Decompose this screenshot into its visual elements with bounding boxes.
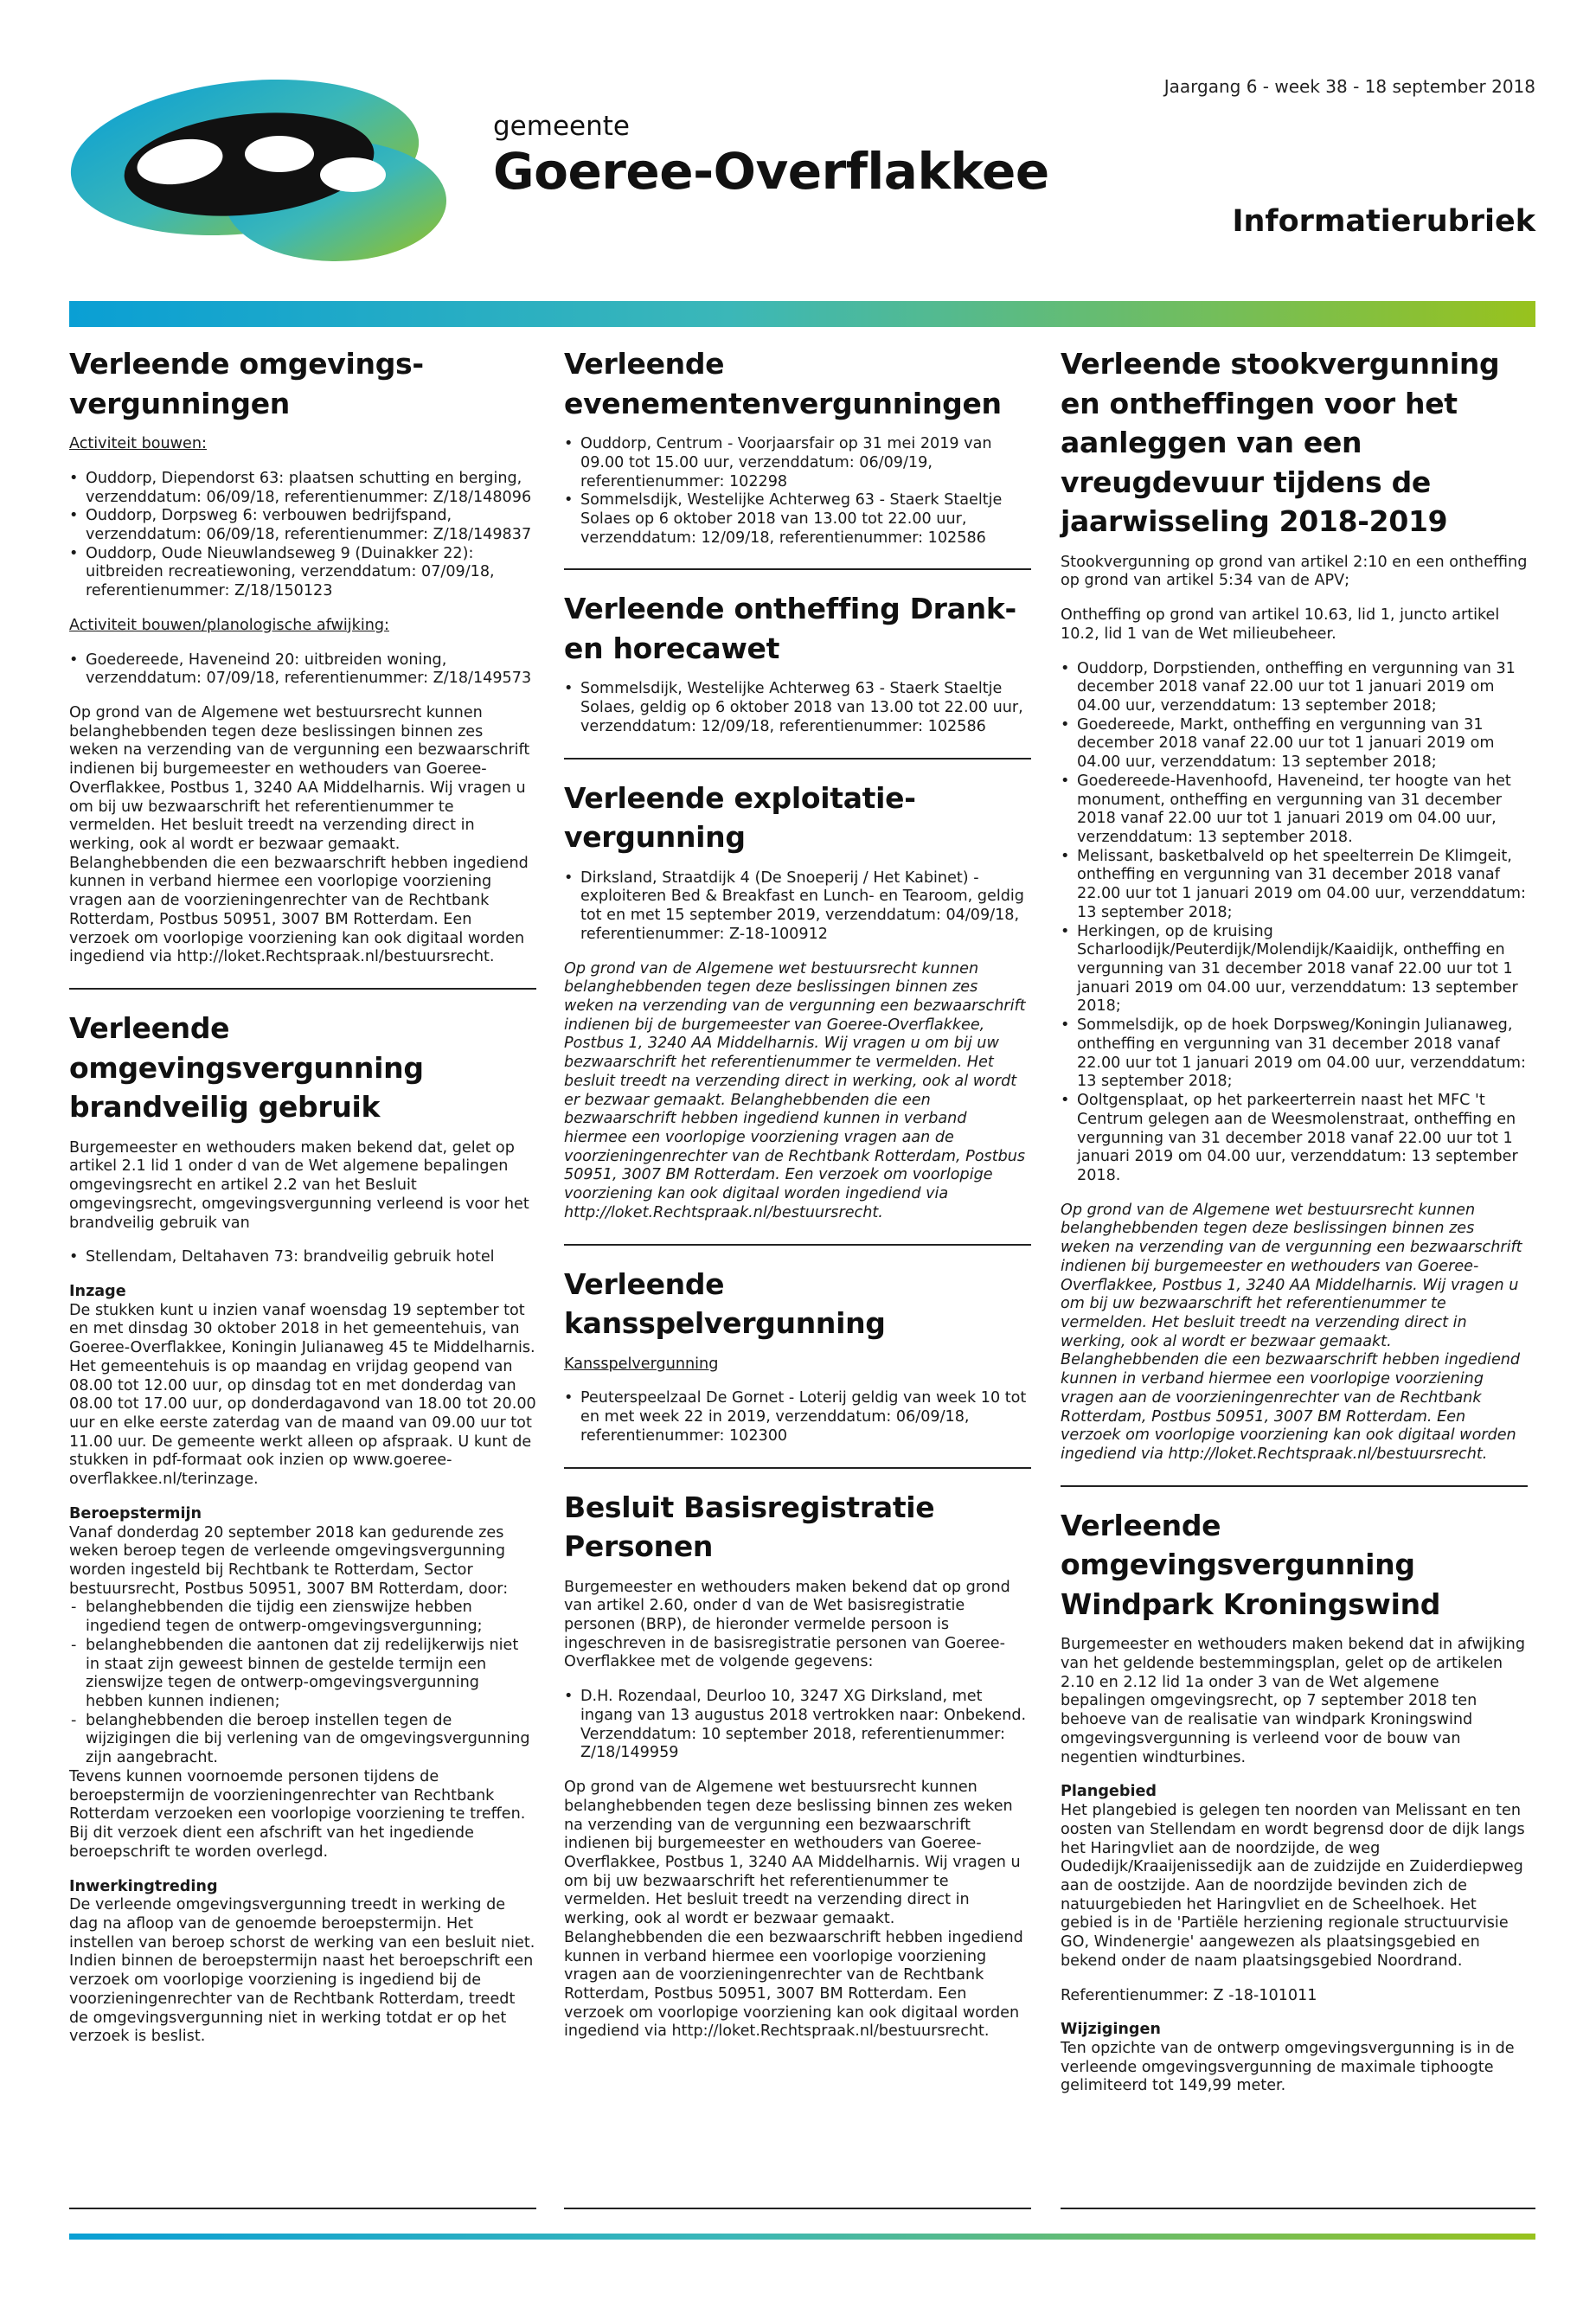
inzage-label: Inzage: [69, 1282, 126, 1300]
permit-list: [1061, 660, 1528, 1186]
section-subheading: Activiteit bouwen:: [69, 435, 207, 453]
article-paragraph: Stookvergunning op grond van artikel 2:10 en een ontheffing op grond van artikel 5:34 van de APV;: [1061, 553, 1528, 590]
article-title: Verleende evenementenvergunningen: [564, 347, 1002, 420]
list-item: • Ouddorp, Diependorst 63: plaatsen schutting en berging, verzenddatum: 06/09/18, referentienummer: Z/18/148096: [69, 470, 536, 507]
list-item: - belanghebbenden die tijdig een zienswijze hebben ingediend tegen de ontwerp-omgevingsvergunning;: [69, 1599, 536, 1636]
article-title: Verleende ontheffing Drank- en horecawet: [564, 592, 1016, 665]
section-subheading: Kansspelvergunning: [564, 1355, 719, 1373]
list-item: • Melissant, basketbalveld op het speelterrein De Klimgeit, ontheffing en vergunning van 31 december 2018 vanaf 22.00 uur tot 1 januari 2019 om 04.00 uur, verzenddatum: 13 september 2018;: [1061, 848, 1528, 923]
column-1-end-rule: [69, 2208, 536, 2209]
legal-notice: Op grond van de Algemene wet bestuursrecht kunnen belanghebbenden tegen deze beslissingen binnen zes weken na verzending van de vergunning een bezwaarschrift indienen bij burgemeester en wethouders van Goeree-Overflakkee, Postbus 1, 3240 AA Middelharnis. Wij vragen u om bij uw bezwaarschrift het referentienummer te vermelden. Het besluit treedt na verzending direct in werking, ook al wordt er bezwaar gemaakt. Belanghebbenden die een bezwaarschrift hebben ingediend kunnen in verband hiermee een voorlopige voorziening vragen aan de voorzieningenrechter van de Rechtbank Rotterdam, Postbus 50951, 3007 BM Rotterdam. Een verzoek om voorlopige voorziening kan ook digitaal worden ingediend via http://loket.Rechtspraak.nl/bestuursrecht.: [1061, 1201, 1522, 1463]
article-kansspelvergunning: [564, 1244, 1031, 1446]
section-subheading: Activiteit bouwen/planologische afwijking:: [69, 616, 389, 634]
edition-line: Jaargang 6 - week 38 - 18 september 2018: [1163, 76, 1535, 97]
list-item: • Sommelsdijk, Westelijke Achterweg 63 - Staerk Staeltje Solaes, geldig op 6 oktober 2018 van 13.00 tot 22.00 uur, verzenddatum: 12/09/18, referentienummer: 102586: [564, 680, 1031, 736]
list-item: • Stellendam, Deltahaven 73: brandveilig gebruik hotel: [69, 1248, 536, 1267]
article-title: Verleende stookvergunning en ontheffingen voor het aanleggen van een vreugdevuur tijdens de jaarwisseling 2018-2019: [1061, 347, 1500, 539]
article-evenementenvergunningen: [564, 344, 1031, 548]
list-item: • Goedereede-Havenhoofd, Haveneind, ter hoogte van het monument, ontheffing en vergunning van 31 december 2018 vanaf 22.00 uur tot 1 januari 2019 om 04.00 uur, verzenddatum: 13 september 2018.: [1061, 772, 1528, 848]
list-item: - belanghebbenden die aantonen dat zij redelijkerwijs niet in staat zijn geweest binnen de gestelde termijn een zienswijze tegen de ontwerp-omgevingsvergunning hebben kunnen indienen;: [69, 1637, 536, 1712]
article-drank-horecawet: [564, 568, 1031, 736]
list-item: - belanghebbenden die beroep instellen tegen de wijzigingen die bij verlening van de omgevingsvergunning zijn aangebracht.: [69, 1712, 536, 1768]
article-basisregistratie: [564, 1467, 1031, 2042]
permit-list: [564, 1389, 1031, 1445]
list-item: • Ouddorp, Dorpsweg 6: verbouwen bedrijfspand, verzenddatum: 06/09/18, referentienummer: Z/18/149837: [69, 507, 536, 544]
list-item: • D.H. Rozendaal, Deurloo 10, 3247 XG Dirksland, met ingang van 13 augustus 2018 vertrokken naar: Onbekend. Verzenddatum: 10 september 2018, referentienummer: Z/18/149959: [564, 1688, 1031, 1763]
column-2-end-rule: [564, 2208, 1031, 2209]
article-intro: Burgemeester en wethouders maken bekend dat, gelet op artikel 2.1 lid 1 onder d van de Wet algemene bepalingen omgevingsrecht en artikel 2.2 van het Besluit omgevingsrecht, omgevingsvergunning verleend is voor het brandveilig gebruik van: [69, 1138, 529, 1232]
wijzigingen-label: Wijzigingen: [1061, 2021, 1161, 2039]
permit-list: [564, 435, 1031, 548]
article-title: Verleende omgevingsvergunning brandveilig gebruik: [69, 1011, 424, 1125]
person-list: [564, 1688, 1031, 1763]
list-item: • Goedereede, Haveneind 20: uitbreiden woning, verzenddatum: 07/09/18, referentienummer: Z/18/149573: [69, 651, 536, 689]
list-item: • Ouddorp, Dorpstienden, ontheffing en vergunning van 31 december 2018 vanaf 22.00 uur tot 1 januari 2019 om 04.00 uur, verzenddatum: 13 september 2018;: [1061, 660, 1528, 716]
article-intro: Burgemeester en wethouders maken bekend dat op grond van artikel 2.60, onder d van de Wet basisregistratie personen (BRP), de hieronder vermelde persoon is ingeschreven in de basisregistratie personen van Goeree-Overflakkee met de volgende gegevens:: [564, 1578, 1010, 1671]
article-omgevingsvergunningen: [69, 344, 536, 967]
brand-prefix: gemeente: [493, 111, 630, 142]
article-brandveilig-gebruik: [69, 988, 536, 2047]
list-item: • Ouddorp, Oude Nieuwlandseweg 9 (Duinakker 22): uitbreiden recreatiewoning, verzenddatum: 07/09/18, referentienummer: Z/18/150123: [69, 545, 536, 601]
beroep-text: Vanaf donderdag 20 september 2018 kan gedurende zes weken beroep tegen de verleende omgevingsvergunning worden ingesteld bij Rechtbank te Rotterdam, Sector bestuursrecht, Postbus 50951, 3007 BM Rotterdam, door:: [69, 1523, 509, 1598]
footer-gradient-bar: [69, 2234, 1535, 2240]
column-2: [564, 344, 1031, 2057]
list-item: • Sommelsdijk, op de hoek Dorpsweg/Koningin Julianaweg, ontheffing en vergunning van 31 december 2018 vanaf 22.00 uur tot 1 januari 2019 om 04.00 uur, verzenddatum: 13 september 2018;: [1061, 1016, 1528, 1092]
column-3-end-rule: [1061, 2208, 1535, 2209]
article-exploitatievergunning: [564, 758, 1031, 1223]
list-item: • Peuterspeelzaal De Gornet - Loterij geldig van week 10 tot en met week 22 in 2019, verzenddatum: 06/09/18, referentienummer: 102300: [564, 1389, 1031, 1445]
article-paragraph: Ontheffing op grond van artikel 10.63, lid 1, juncto artikel 10.2, lid 1 van de Wet milieubeheer.: [1061, 606, 1500, 643]
goeree-overflakkee-logo-icon: [67, 71, 452, 263]
inzage-text: De stukken kunt u inzien vanaf woensdag 19 september tot en met dinsdag 30 oktober 2018 in het gemeentehuis, van Goeree-Overflakkee, Koningin Julianaweg 45 te Middelharnis. Het gemeentehuis is op maandag en vrijdag geopend van 08.00 tot 12.00 uur, op dinsdag tot en met donderdag van 08.00 tot 17.00 uur, op donderdagavond van 18.00 tot 20.00 uur en elke eerste zaterdag van de maand van 09.00 uur tot 11.00 uur. De gemeente werkt alleen op afspraak. U kunt de stukken in pdf-formaat ook inzien op www.goeree-overflakkee.nl/terinzage.: [69, 1301, 536, 1489]
permit-list: [564, 680, 1031, 736]
permit-list: [69, 470, 536, 601]
list-item: • Herkingen, op de kruising Scharloodijk/Peuterdijk/Molendijk/Kaaidijk, ontheffing en vergunning van 31 december 2018 vanaf 22.00 uur tot 1 januari 2019 om 04.00 uur, verzenddatum: 13 september 2018;: [1061, 923, 1528, 1017]
beroep-label: Beroepstermijn: [69, 1504, 202, 1522]
article-title: Verleende omgevingsvergunning Windpark Kroningswind: [1061, 1508, 1441, 1621]
plangebied-text: Het plangebied is gelegen ten noorden van Melissant en ten oosten van Stellendam en wordt begrensd door de dijk langs het Haringvliet aan de noordzijde, de weg Oudedijk/Kraaijenissedijk aan de zuidzijde en Zuiderdiepweg aan de oostzijde. Aan de noordzijde bevinden zich de natuurgebieden het Haringvliet en de Scheelhoek. Het gebied is in de 'Partiële herziening regionale structuurvisie GO, Windenergie' aangewezen als plaatsingsgebied en bekend onder de naam plaatsingsgebied Noordrand.: [1061, 1802, 1525, 1970]
article-windpark-kroningswind: [1061, 1485, 1528, 2096]
rubric-title: Informatierubriek: [1232, 204, 1535, 239]
article-title: Verleende omgevings-vergunningen: [69, 347, 424, 420]
permit-list: [564, 869, 1031, 945]
legal-notice: Op grond van de Algemene wet bestuursrecht kunnen belanghebbenden tegen deze beslissing binnen zes weken na verzending van de vergunning een bezwaarschrift indienen bij burgemeester en wethouders van Goeree-Overflakkee, Postbus 1, 3240 AA Middelharnis. Wij vragen u om bij uw bezwaarschrift het referentienummer te vermelden. Het besluit treedt na verzending direct in werking, ook al wordt er bezwaar gemaakt. Belanghebbenden die een bezwaarschrift hebben ingediend kunnen in verband hiermee een voorlopige voorziening vragen aan de voorzieningenrechter van de Rechtbank Rotterdam, Postbus 50951, 3007 BM Rotterdam. Een verzoek om voorlopige voorziening kan ook digitaal worden ingediend via http://loket.Rechtspraak.nl/bestuursrecht.: [564, 1779, 1023, 2041]
header-gradient-bar: [69, 301, 1535, 327]
permit-list: [69, 651, 536, 689]
permit-list: [69, 1248, 536, 1267]
beroep-list: [69, 1599, 536, 1767]
wijzigingen-text: Ten opzichte van de ontwerp omgevingsvergunning is in de verleende omgevingsvergunning de maximale tiphoogte gelimiteerd tot 149,99 meter.: [1061, 2039, 1515, 2095]
article-title: Verleende kansspelvergunning: [564, 1266, 886, 1341]
beroep-after: Tevens kunnen voornoemde personen tijdens de beroepstermijn de voorzieningenrechter van Rechtbank Rotterdam verzoeken een voorlopige voorziening te treffen. Bij dit verzoek dient een afschrift van het ingediende beroepschrift te worden overlegd.: [69, 1767, 526, 1861]
inwerking-label: Inwerkingtreding: [69, 1877, 218, 1895]
reference-number: Referentienummer: Z -18-101011: [1061, 1986, 1317, 2004]
article-title: Verleende exploitatie-vergunning: [564, 780, 916, 855]
list-item: • Sommelsdijk, Westelijke Achterweg 63 - Staerk Staeltje Solaes op 6 oktober 2018 van 13.00 tot 22.00 uur, verzenddatum: 12/09/18, referentienummer: 102586: [564, 491, 1031, 548]
list-item: • Dirksland, Straatdijk 4 (De Snoeperij / Het Kabinet) - exploiteren Bed & Breakfast en Lunch- en Tearoom, geldig tot en met 15 september 2019, verzenddatum: 04/09/18, referentienummer: Z-18-100912: [564, 869, 1031, 945]
article-intro: Burgemeester en wethouders maken bekend dat in afwijking van het geldende bestemmingsplan, gelet op de artikelen 2.10 en 2.12 lid 1a onder 3 van de Wet algemene bepalingen omgevingsrecht, op 7 september 2018 ten behoeve van de realisatie van windpark Kroningswind omgevingsvergunning is verleend voor de bouw van negentien windturbines.: [1061, 1636, 1526, 1766]
article-title: Besluit Basisregistratie Personen: [564, 1490, 935, 1564]
article-stookvergunning: [1061, 344, 1528, 1465]
list-item: • Ooltgensplaat, op het parkeerterrein naast het MFC 't Centrum gelegen aan de Weesmolenstraat, ontheffing en vergunning van 31 december 2018 vanaf 22.00 uur tot 1 januari 2019 om 04.00 uur, verzenddatum: 13 september 2018.: [1061, 1092, 1528, 1186]
brand-name: Goeree-Overflakkee: [493, 142, 1049, 201]
inwerking-text: De verleende omgevingsvergunning treedt in werking de dag na afloop van de genoemde beroepstermijn. Het instellen van beroep schorst de werking van een besluit niet. Indien binnen de beroepstermijn naast het beroepschrift een verzoek om voorlopige voorziening is ingediend bij de voorzieningenrechter van de Rechtbank Rotterdam, treedt de omgevingsvergunning niet in werking totdat er op het verzoek is beslist.: [69, 1896, 535, 2046]
legal-notice: Op grond van de Algemene wet bestuursrecht kunnen belanghebbenden tegen deze beslissingen binnen zes weken na verzending van de vergunning een bezwaarschrift indienen bij burgemeester en wethouders van Goeree-Overflakkee, Postbus 1, 3240 AA Middelharnis. Wij vragen u om bij uw bezwaarschrift het referentienummer te vermelden. Het besluit treedt na verzending direct in werking, ook al wordt er bezwaar gemaakt. Belanghebbenden die een bezwaarschrift hebben ingediend kunnen in verband hiermee een voorlopige voorziening vragen aan de voorzieningenrechter van de Rechtbank Rotterdam, Postbus 50951, 3007 BM Rotterdam. Een verzoek om voorlopige voorziening kan ook digitaal worden ingediend via http://loket.Rechtspraak.nl/bestuursrecht.: [69, 703, 530, 966]
legal-notice: Op grond van de Algemene wet bestuursrecht kunnen belanghebbenden tegen deze beslissingen binnen zes weken na verzending van de vergunning een bezwaarschrift indienen bij de burgemeester van Goeree-Overflakkee, Postbus 1, 3240 AA Middelharnis. Wij vragen u om bij uw bezwaarschrift het referentienummer te vermelden. Het besluit treedt na verzending direct in werking, ook al wordt er bezwaar gemaakt. Belanghebbenden die een bezwaarschrift hebben ingediend kunnen in verband hiermee een voorlopige voorziening vragen aan de voorzieningenrechter van de Rechtbank Rotterdam, Postbus 50951, 3007 BM Rotterdam. Een verzoek om voorlopige voorziening kan ook digitaal worden ingediend via http://loket.Rechtspraak.nl/bestuursrecht.: [564, 959, 1026, 1221]
list-item: • Goedereede, Markt, ontheffing en vergunning van 31 december 2018 vanaf 22.00 uur tot 1 januari 2019 om 04.00 uur, verzenddatum: 13 september 2018;: [1061, 716, 1528, 772]
column-1: [69, 344, 536, 2062]
column-3: [1061, 344, 1528, 2112]
list-item: • Ouddorp, Centrum - Voorjaarsfair op 31 mei 2019 van 09.00 tot 15.00 uur, verzenddatum: 06/09/19, referentienummer: 102298: [564, 435, 1031, 491]
plangebied-label: Plangebied: [1061, 1783, 1157, 1801]
